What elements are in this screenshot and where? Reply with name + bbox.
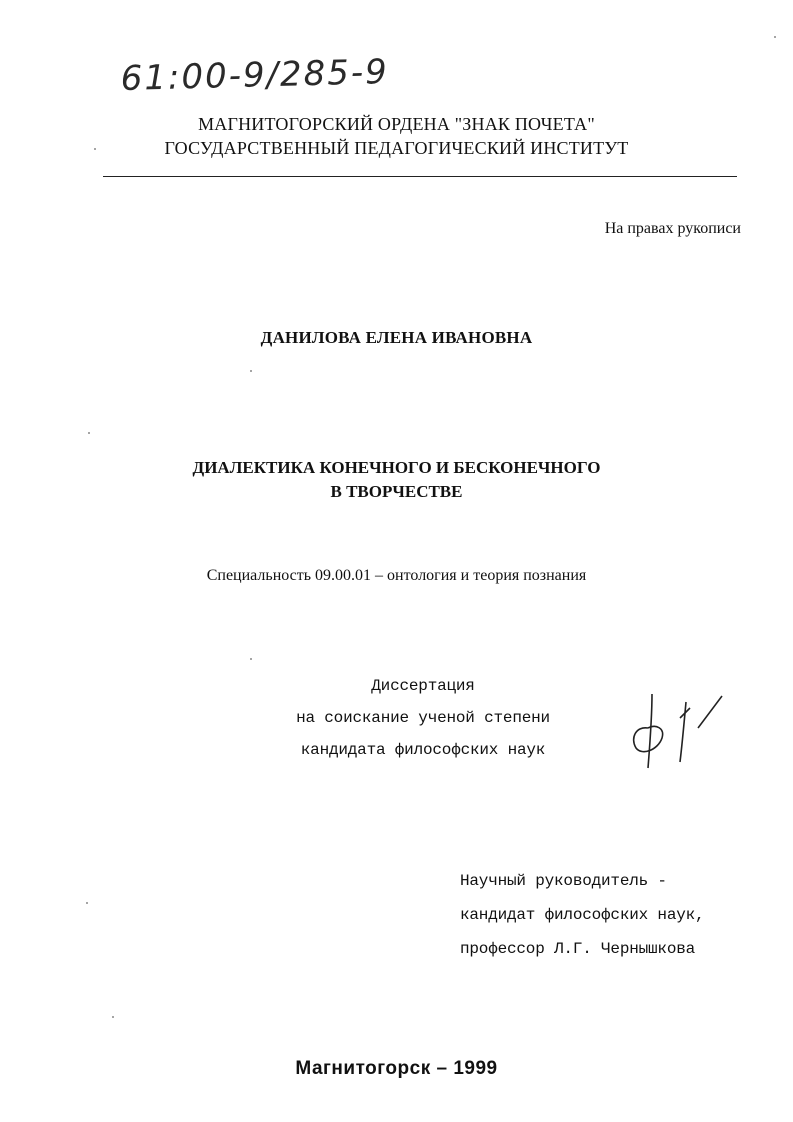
scan-speck — [94, 148, 96, 150]
supervisor-line-1: Научный руководитель - — [460, 872, 667, 890]
supervisor-block — [460, 864, 760, 966]
specialty-line: Специальность 09.00.01 – онтология и теория познания — [206, 567, 587, 584]
degree-line-3: кандидата философских наук — [300, 741, 546, 759]
title-line-2: В ТВОРЧЕСТВЕ — [330, 482, 463, 501]
dissertation-title — [0, 456, 793, 504]
rights-note: На правах рукописи — [604, 220, 741, 237]
scan-speck — [250, 658, 252, 660]
supervisor-line-2: кандидат философских наук, — [460, 906, 705, 924]
author-name: ДАНИЛОВА ЕЛЕНА ИВАНОВНА — [260, 328, 533, 347]
scan-speck — [250, 370, 252, 372]
scan-speck — [86, 902, 88, 904]
institute-line-1: МАГНИТОГОРСКИЙ ОРДЕНА "ЗНАК ПОЧЕТА" — [198, 114, 595, 134]
degree-line-1: Диссертация — [371, 677, 475, 695]
scan-speck — [112, 1016, 114, 1018]
supervisor-line-3: профессор Л.Г. Чернышкова — [460, 940, 696, 958]
handwritten-catalog-number: 61:00-9/285-9 — [120, 51, 390, 99]
institute-header — [0, 112, 793, 160]
degree-block — [283, 670, 563, 766]
signature-mark — [628, 688, 728, 772]
header-divider — [103, 176, 737, 177]
scan-speck — [774, 36, 776, 38]
scan-speck — [88, 432, 90, 434]
title-line-1: ДИАЛЕКТИКА КОНЕЧНОГО И БЕСКОНЕЧНОГО — [192, 458, 601, 477]
degree-line-2: на соискание ученой степени — [296, 709, 550, 727]
institute-line-2: ГОСУДАРСТВЕННЫЙ ПЕДАГОГИЧЕСКИЙ ИНСТИТУТ — [164, 138, 629, 158]
city-year: Магнитогорск – 1999 — [295, 1058, 498, 1079]
